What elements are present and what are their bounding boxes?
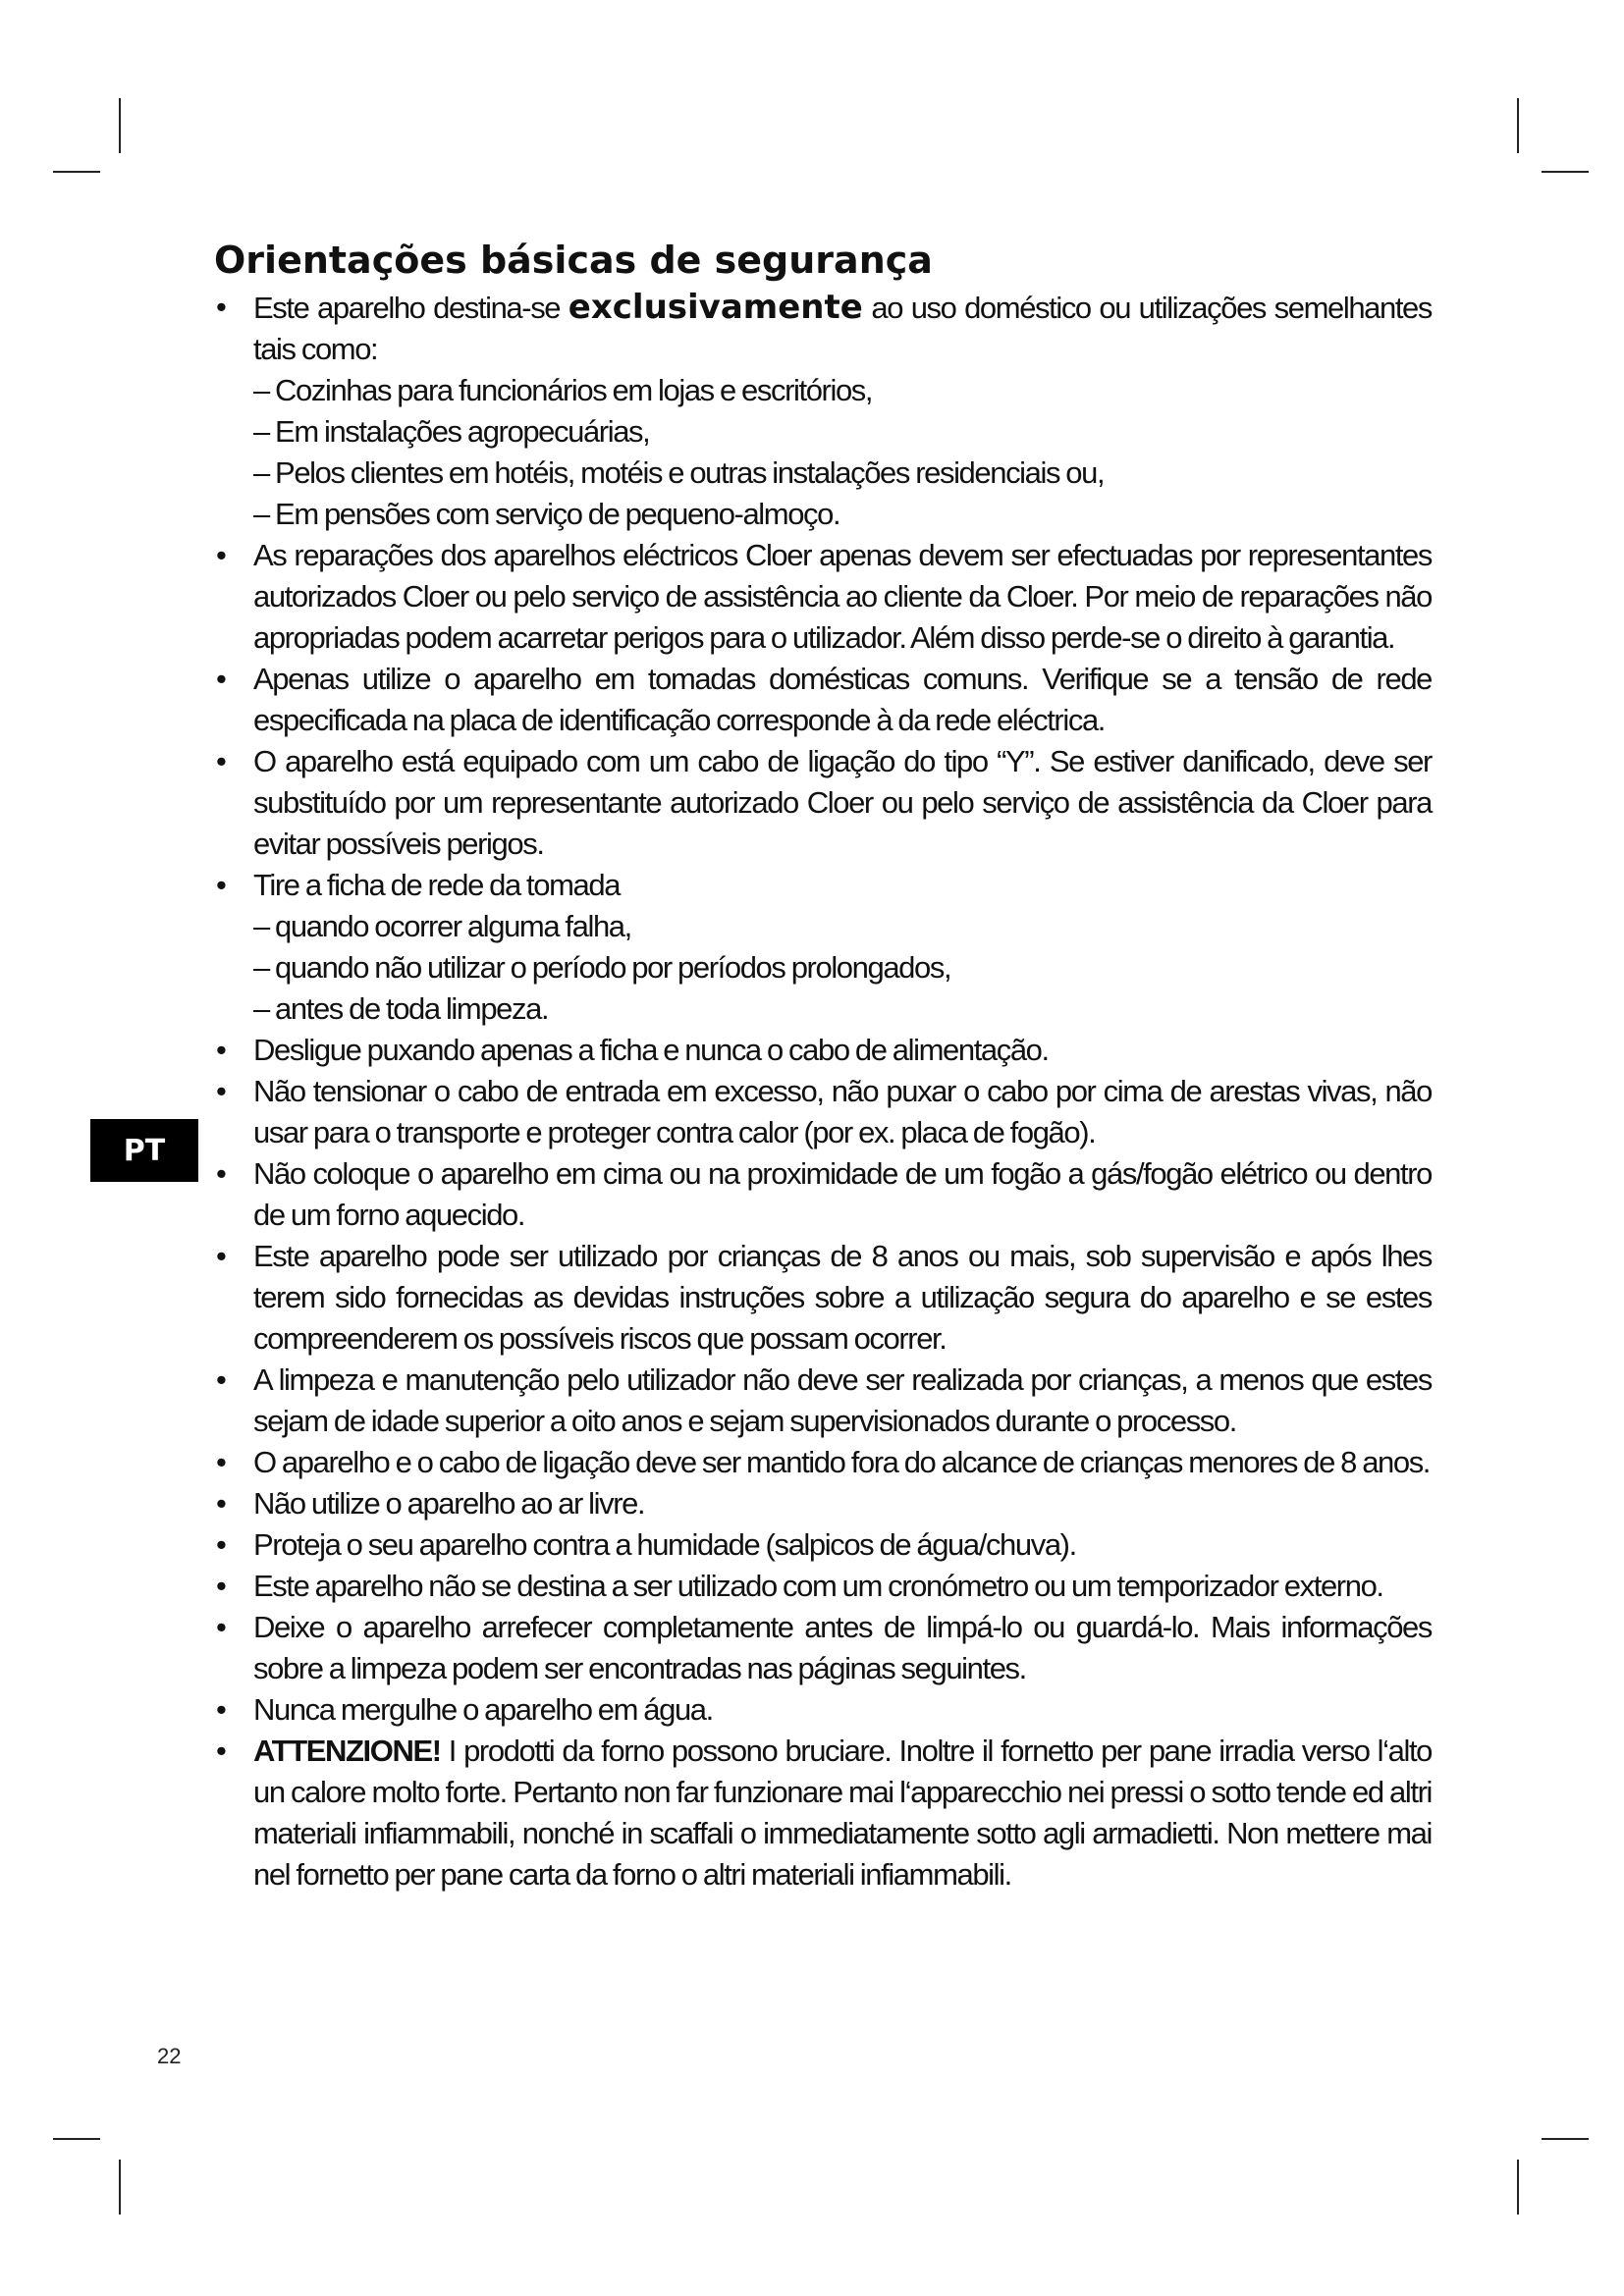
list-item: • Este aparelho pode ser utilizado por crianças de 8 anos ou mais, sob supervisão e após lhes terem sido fornecidas as devidas instruções sobre a utilização segura do aparelho e se estes compreenderem os possíveis riscos que possam ocorrer. (214, 1236, 1432, 1360)
list-item: • A limpeza e manutenção pelo utilizador não deve ser realizada por crianças, a menos que estes sejam de idade superior a oito anos e sejam supervisionados durante o processo. (214, 1360, 1432, 1442)
sub-list-item: – Em pensões com serviço de pequeno-almoço. (253, 497, 840, 531)
list-item: • O aparelho e o cabo de ligação deve ser mantido fora do alcance de crianças menores de 8 anos. (214, 1442, 1432, 1483)
section-heading: Orientações básicas de segurança (214, 239, 933, 282)
list-item: • Apenas utilize o aparelho em tomadas domésticas comuns. Verifique se a tensão de rede especificada na placa de identificação corresponde à da rede eléctrica. (214, 659, 1432, 741)
bullet-text: Tire a ficha de rede da tomada (253, 868, 621, 902)
unplug-sublist (253, 906, 1432, 1030)
list-item (214, 1731, 1432, 1896)
usage-sublist (253, 370, 1432, 535)
list-item: • Não utilize o aparelho ao ar livre. (214, 1483, 1432, 1524)
list-item (214, 287, 1432, 535)
bullet-text: I prodotti da forno possono bruciare. Inoltre il fornetto per pane irradia verso l‘alto un calore molto forte. Pertanto non far funzionare mai l‘apparecchio nei pressi o sotto tende ed altri materiali infiammabili, nonché in scaffali o immediatamente sotto agli armadietti. Non mettere mai nel fornetto per pane carta da forno o altri materiali infiammabili. (253, 1734, 1432, 1892)
sub-list-item: – quando não utilizar o período por períodos prolongados, (253, 950, 951, 985)
safety-list (214, 287, 1432, 1896)
crop-mark-bottom-right-horizontal (1542, 2138, 1589, 2140)
list-item (214, 865, 1432, 1030)
crop-mark-bottom-left-vertical (119, 2160, 121, 2215)
list-item: • O aparelho está equipado com um cabo de ligação do tipo “Y”. Se estiver danificado, deve ser substituído por um representante autorizado Cloer ou pelo serviço de assistência da Cloer para evitar possíveis perigos. (214, 741, 1432, 865)
emphasis-text: exclusivamente (568, 288, 863, 327)
sub-list-item: – Cozinhas para funcionários em lojas e escritórios, (253, 373, 873, 407)
list-item: • Desligue puxando apenas a ficha e nunca o cabo de alimentação. (214, 1030, 1432, 1071)
list-item: • Nunca mergulhe o aparelho em água. (214, 1689, 1432, 1731)
crop-mark-bottom-left-horizontal (53, 2138, 100, 2140)
list-item: • As reparações dos aparelhos eléctricos Cloer apenas devem ser efectuadas por representantes autorizados Cloer ou pelo serviço de assistência ao cliente da Cloer. Por meio de reparações não apropriadas podem acarretar perigos para o utilizador. Além disso perde-se o direito à garantia. (214, 535, 1432, 659)
crop-mark-top-right-horizontal (1542, 171, 1589, 173)
language-tab: PT (90, 1119, 198, 1182)
crop-mark-top-right-vertical (1517, 98, 1519, 153)
list-item: • Deixe o aparelho arrefecer completamente antes de limpá-lo ou guardá-lo. Mais informações sobre a limpeza podem ser encontradas nas páginas seguintes. (214, 1607, 1432, 1689)
crop-mark-top-left-vertical (119, 98, 121, 153)
sub-list-item: – antes de toda limpeza. (253, 991, 549, 1026)
warning-label: ATTENZIONE! (253, 1734, 441, 1768)
list-item: • Não tensionar o cabo de entrada em excesso, não puxar o cabo por cima de arestas vivas, não usar para o transporte e proteger contra calor (por ex. placa de fogão). (214, 1071, 1432, 1153)
sub-list-item: – Em instalações agropecuárias, (253, 414, 650, 449)
list-item: • Proteja o seu aparelho contra a humidade (salpicos de água/chuva). (214, 1524, 1432, 1566)
bullet-text: ao uso doméstico ou utilizações semelhantes tais como: (253, 291, 1432, 366)
sub-list-item: – Pelos clientes em hotéis, motéis e outras instalações residenciais ou, (253, 455, 1105, 490)
list-item: • Não coloque o aparelho em cima ou na proximidade de um fogão a gás/fogão elétrico ou dentro de um forno aquecido. (214, 1153, 1432, 1236)
bullet-text: Este aparelho destina-se (253, 291, 568, 325)
crop-mark-top-left-horizontal (53, 171, 100, 173)
page-number: 22 (157, 2044, 182, 2068)
crop-mark-bottom-right-vertical (1517, 2160, 1519, 2215)
list-item: • Este aparelho não se destina a ser utilizado com um cronómetro ou um temporizador externo. (214, 1566, 1432, 1607)
sub-list-item: – quando ocorrer alguma falha, (253, 909, 631, 943)
safety-section (214, 238, 1432, 1896)
